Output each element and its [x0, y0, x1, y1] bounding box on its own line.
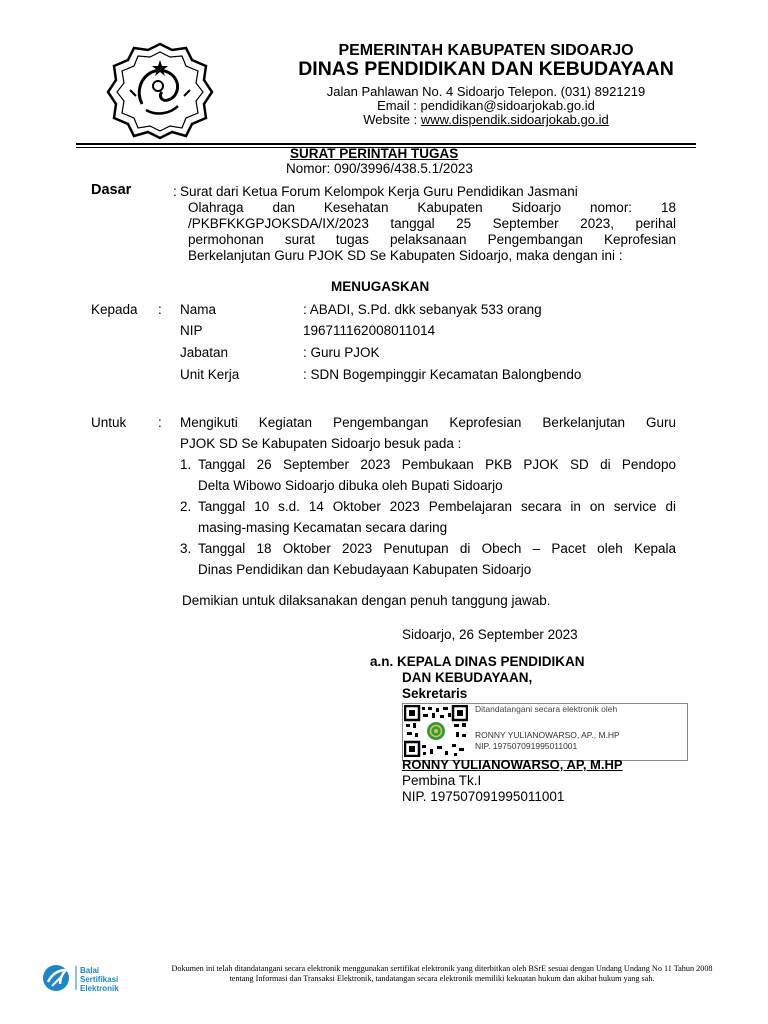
list-item-text: masing-masing Kecamatan secara daring — [198, 520, 448, 535]
e-signature-nip: NIP. 197507091995011001 — [475, 741, 578, 751]
closing-statement: Demikian untuk dilaksanakan dengan penuh tanggung jawab. — [182, 593, 551, 608]
untuk-intro-line: PJOK SD Se Kabupaten Sidoarjo besuk pada : — [180, 436, 462, 451]
email-line: Email : pendidikan@sidoarjokab.go.id — [377, 98, 595, 113]
untuk-intro-line: Mengikuti Kegiatan Pengembangan Keprofesian Berkelanjutan Guru — [180, 415, 676, 430]
list-item-text: Tanggal 26 September 2023 Pembukaan PKB PJOK SD di Pendopo — [198, 457, 676, 472]
dasar-line: permohonan surat tugas pelaksanaan Pengembangan Keprofesian — [188, 232, 676, 247]
e-signature-heading: Ditandatangani secara elektronik oleh — [475, 704, 618, 714]
svg-text:Balai: Balai — [80, 966, 100, 975]
signer-role: Sekretaris — [402, 686, 468, 701]
list-item-number: 3. — [180, 541, 192, 556]
website-link[interactable]: www.dispendik.sidoarjokab.go.id — [420, 112, 609, 127]
bsre-logo-icon — [40, 960, 140, 996]
list-item-text: Dinas Pendidikan dan Kebudayaan Kabupaten Sidoarjo — [198, 562, 532, 577]
field-value-nip: 196711162008011014 — [303, 323, 436, 338]
svg-text:Elektronik: Elektronik — [80, 984, 119, 993]
list-item-text: Delta Wibowo Sidoarjo dibuka oleh Bupati Sidoarjo — [198, 478, 503, 493]
on-behalf-line: DAN KEBUDAYAAN, — [402, 670, 533, 685]
dasar-line: Olahraga dan Kesehatan Kabupaten Sidoarjo nomor: 18 — [188, 200, 676, 215]
kepada-label: Kepada — [91, 302, 138, 317]
footer-notice: Dokumen ini telah ditandatangani secara elektronik menggunakan sertifikat elektronik yang diterbitkan oleh BSrE sesuai dengan Undang Undang No 11 Tahun 2008 tentang Informasi dan Transaksi Elektronik, tandatangan secara elektronik memiliki kekuatan hukum dan akibat hukum yang sah. — [171, 964, 713, 983]
list-item-text: Tanggal 18 Oktober 2023 Penutupan di Obech – Pacet oleh Kepala — [198, 541, 676, 556]
svg-text:Sertifikasi: Sertifikasi — [80, 975, 119, 984]
field-label-unit-kerja: Unit Kerja — [180, 367, 240, 382]
letter-title: SURAT PERINTAH TUGAS — [290, 146, 459, 161]
department-name: DINAS PENDIDIKAN DAN KEBUDAYAAN — [298, 58, 674, 80]
place-date: Sidoarjo, 26 September 2023 — [402, 627, 578, 642]
signer-rank: Pembina Tk.I — [402, 773, 482, 788]
e-signature-name: RONNY YULIANOWARSO, AP., M.HP — [475, 730, 620, 740]
dasar-line: Surat dari Ketua Forum Kelompok Kerja Guru Pendidikan Jasmani — [180, 184, 578, 199]
signer-nip: NIP. 197507091995011001 — [402, 789, 565, 804]
letter-number: Nomor: 090/3996/438.5.1/2023 — [286, 161, 473, 176]
list-item-number: 2. — [180, 499, 192, 514]
dasar-line: Berkelanjutan Guru PJOK SD Se Kabupaten Sidoarjo, maka dengan ini : — [188, 248, 623, 263]
dasar-label: Dasar — [91, 182, 132, 198]
signer-name: RONNY YULIANOWARSO, AP, M.HP — [402, 757, 623, 772]
regency-emblem-icon — [106, 40, 214, 140]
assignment-heading: MENUGASKAN — [331, 279, 430, 294]
dasar-line: /PKBFKKGPJOKSDA/IX/2023 tanggal 25 September 2023, perihal — [188, 216, 676, 231]
address: Jalan Pahlawan No. 4 Sidoarjo Telepon. (031) 8921219 — [326, 84, 646, 99]
website-label: Website : — [363, 112, 421, 127]
on-behalf-line: a.n. KEPALA DINAS PENDIDIKAN — [370, 654, 585, 669]
dasar-colon: : — [173, 184, 177, 199]
field-label-nama: Nama — [180, 302, 217, 317]
field-value-jabatan: : Guru PJOK — [303, 345, 380, 360]
list-item-number: 1. — [180, 457, 192, 472]
field-value-unit-kerja: : SDN Bogempinggir Kecamatan Balongbendo — [303, 367, 582, 382]
field-value-nama: : ABADI, S.Pd. dkk sebanyak 533 orang — [303, 302, 542, 317]
website-line — [300, 112, 672, 127]
qr-code-icon — [404, 705, 468, 757]
government-name: PEMERINTAH KABUPATEN SIDOARJO — [338, 42, 634, 59]
untuk-label: Untuk — [91, 415, 127, 430]
kepada-colon: : — [158, 302, 162, 317]
letterhead-rule — [76, 143, 696, 145]
untuk-colon: : — [158, 415, 162, 430]
list-item-text: Tanggal 10 s.d. 14 Oktober 2023 Pembelajaran secara in on service di — [198, 499, 676, 514]
field-label-jabatan: Jabatan — [180, 345, 229, 360]
field-label-nip: NIP — [180, 323, 203, 338]
